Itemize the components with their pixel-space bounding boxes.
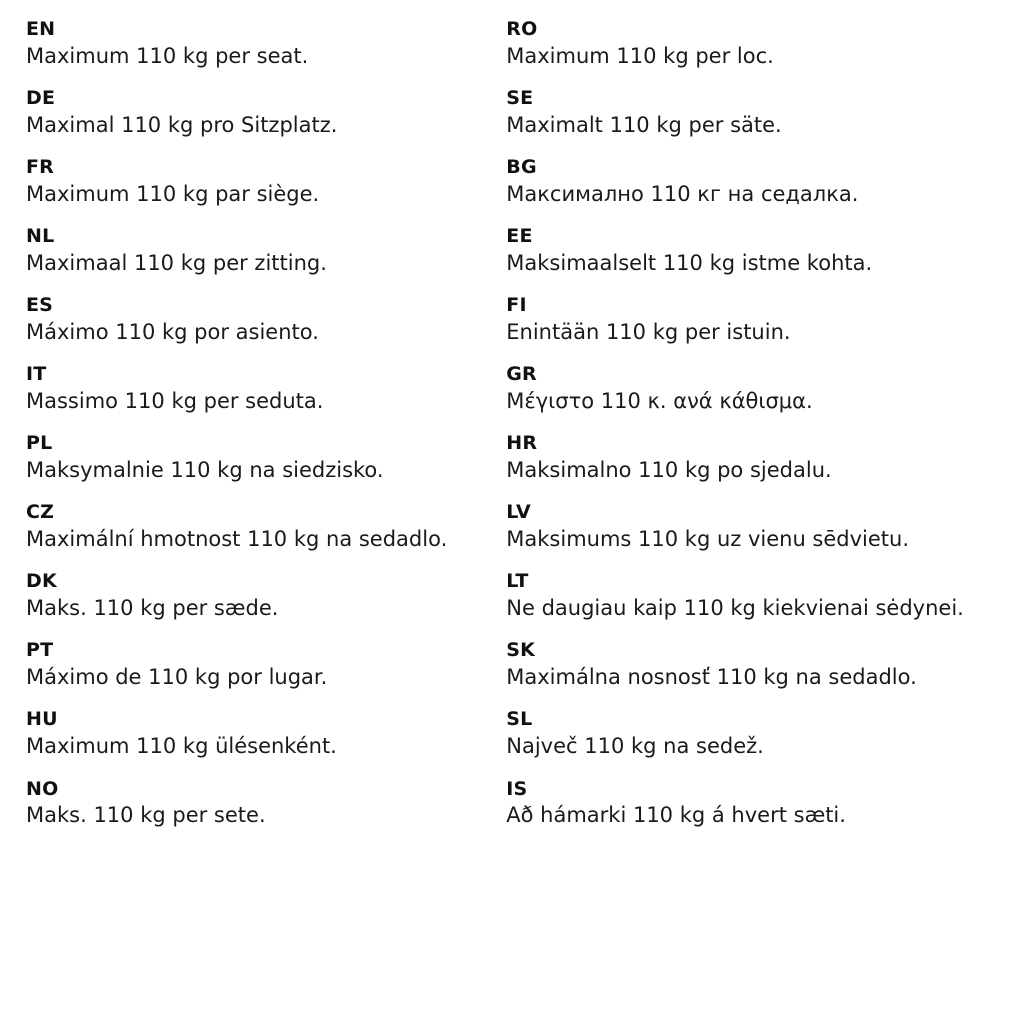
language-entry [26,294,498,346]
language-entry [26,87,498,139]
left-language-column [26,18,506,830]
language-entry [26,363,498,415]
language-entry [506,708,1000,760]
right-language-column [506,18,1000,830]
language-code: EE [506,225,533,248]
language-code: IS [506,777,528,800]
language-entry [26,708,498,760]
language-code: BG [506,156,537,179]
language-text: Maksimums 110 kg uz vienu sēdvietu. [506,527,910,552]
language-entry [26,501,498,553]
language-text: Maximum 110 kg per seat. [26,43,309,68]
language-code: CZ [26,501,55,524]
language-entry [506,225,1000,277]
language-text: Maksymalnie 110 kg na siedzisko. [26,458,384,483]
language-entry [506,363,1000,415]
language-text: Enintään 110 kg per istuin. [506,319,791,344]
language-entry [506,156,1000,208]
language-code: PT [26,639,54,662]
language-entry [506,18,1000,70]
language-text: Maximum 110 kg ülésenként. [26,734,337,759]
language-text: Að hámarki 110 kg á hvert sæti. [506,803,846,828]
language-text: Maximum 110 kg per loc. [506,43,774,68]
language-entry [506,432,1000,484]
language-entry [26,778,498,830]
language-entry [506,87,1000,139]
language-entry [506,501,1000,553]
language-text: Maximum 110 kg par siège. [26,181,320,206]
language-code: GR [506,363,537,386]
language-entry [26,156,498,208]
language-code: PL [26,432,53,455]
language-entry [506,778,1000,830]
language-code: FI [506,294,527,317]
language-code: IT [26,363,47,386]
language-entry [26,225,498,277]
language-code: SE [506,87,534,110]
language-text: Maks. 110 kg per sæde. [26,596,279,621]
language-code: NO [26,777,59,800]
language-code: FR [26,156,55,179]
language-text: Maksimalno 110 kg po sjedalu. [506,458,832,483]
language-entry [26,432,498,484]
language-code: LV [506,501,531,524]
language-code: HU [26,708,58,731]
language-entry [26,570,498,622]
language-text: Maximal 110 kg pro Sitzplatz. [26,112,338,137]
language-text: Maximalt 110 kg per säte. [506,112,782,137]
language-code: HR [506,432,538,455]
language-entry [26,639,498,691]
language-text: Máximo 110 kg por asiento. [26,319,319,344]
language-text: Maximální hmotnost 110 kg na sedadlo. [26,527,448,552]
language-code: ES [26,294,54,317]
language-text: Massimo 110 kg per seduta. [26,388,324,413]
language-text: Maksimaalselt 110 kg istme kohta. [506,250,873,275]
language-entry [506,639,1000,691]
language-code: SK [506,639,536,662]
language-code: DK [26,570,57,593]
language-code: RO [506,18,538,40]
language-text: Maximaal 110 kg per zitting. [26,250,327,275]
language-text: Максимално 110 кг на седалка. [506,181,859,206]
language-text: Máximo de 110 kg por lugar. [26,665,328,690]
language-entry [26,18,498,70]
language-text: Ne daugiau kaip 110 kg kiekvienai sėdynei. [506,596,964,621]
language-text: Μέγιστο 110 κ. ανά κάθισμα. [506,388,813,413]
language-code: EN [26,18,56,40]
language-entry [506,570,1000,622]
language-code: DE [26,87,56,110]
language-code: LT [506,570,529,593]
language-text: Maks. 110 kg per sete. [26,803,266,828]
language-code: SL [506,708,533,731]
language-entry [506,294,1000,346]
language-code: NL [26,225,55,248]
language-text: Maximálna nosnosť 110 kg na sedadlo. [506,665,917,690]
language-text: Največ 110 kg na sedež. [506,734,764,759]
